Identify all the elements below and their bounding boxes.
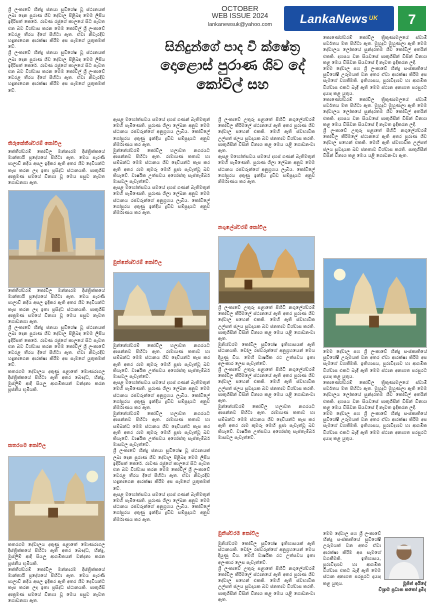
paragraph: මුන්නේශ්වරම් කෝවිල හලාවත නගරයට ආසන්නව පිහිටා ඇත. රාමායණ කතාව හා සම්බන්ධ මෙම ස්ථානය ශිව දෙවියන්ට කැප කර ඇති අතර රාම කුමරු මෙහි පූජා පැවැත්වූ බව කියැවේ. වාර්ෂික උත්සවය අගෝස්තු සැප්තැම්බර් මාසවල පැවැත්වේ. (113, 344, 210, 381)
temple-image (219, 237, 314, 303)
column-3-body (218, 306, 315, 528)
paragraph: ඇසළ මහෝත්සවය සමයේ දහස් ගණන් බැතිමතුන් මෙහි පැමිණෙති. පුරාණ ශිලා ලේඛන අනුව මෙම ස්ථානය රජවරුන්ගේ අනුග්‍රහය ලැබීය. කෝවිලේ ගෝපුරය දකුණු ඉන්දීය ද්‍රවිඩ සම්ප්‍රදායට අනුව නිර්මාණය කර ඇත. (113, 381, 210, 412)
temple-photo-munneswaram (113, 272, 210, 342)
column-1-section-c (8, 543, 105, 604)
spacer (113, 220, 210, 258)
lankanews-logo (284, 6, 394, 31)
paragraph: කේතීශ්වරම් කෝවිල මන්නාරම දිස්ත්‍රික්කයේ මාන්තායි ප්‍රදේශයේ පිහිටා ඇත. මෙය පැරණි පාලාවි නදිය අසල ඉදිකර ඇති අතර ශිව දෙවියන්ට කැප කරන ලද ඉතා ප්‍රසිද්ධ ස්ථානයකි. පෘතුගීසි ආක්‍රමණ සමයේ විනාශ වූ මෙය පසුව නැවත ගොඩනගා ඇත. (8, 150, 105, 187)
paragraph: ශ්‍රී ලංකාවේ උතුරු පළාතේ පිහිටි නගුලේශ්වරම් කෝවිල කීරිමලේ ස්ථානයේ ඇති අතර පුරාණ ශිව දේවාල පහෙන් එකකි. මෙහි ඇති ස්වභාවික උල්පත් ජලය සුවදායක බව ජනතාව විශ්වාස කරති. පෘතුගීසීන් විසින් විනාශ කළ මෙය යළි ගොඩනංවා ඇත. (323, 129, 427, 159)
section-heading: කතරගම කෝවිල (8, 443, 46, 449)
paragraph: ඇසළ මහෝත්සවය සමයේ දහස් ගණන් බැතිමතුන් මෙහි පැමිණෙති. පුරාණ ශිලා ලේඛන අනුව මෙම ස්ථානය රජවරුන්ගේ අනුග්‍රහය ලැබීය. කෝවිලේ ගෝපුරය දකුණු ඉන්දීය ද්‍රවිඩ සම්ප්‍රදායට අනුව නිර්මාණය කර ඇත. (113, 186, 210, 217)
paragraph: ශ්‍රී ලංකාවේ උතුරු පළාතේ පිහිටි නගුලේශ්වරම් කෝවිල කීරිමලේ ස්ථානයේ ඇති අතර පුරාණ ශිව දේවාල පහෙන් එකකි. මෙහි ඇති ස්වභාවික උල්පත් ජලය සුවදායක බව ජනතාව විශ්වාස කරති. පෘතුගීසීන් විසින් විනාශ කළ මෙය යළි ගොඩනංවා ඇත. (218, 566, 315, 603)
column-4-top (323, 36, 427, 256)
section-heading: මුන්නේශ්වරම් කෝවිල (113, 260, 162, 266)
temple-image (114, 273, 209, 341)
column-1-section-b (8, 289, 105, 439)
paragraph: ශ්‍රී ලංකාවේ උතුරු පළාතේ පිහිටි නගුලේශ්වරම් කෝවිල කීරිමලේ ස්ථානයේ ඇති අතර පුරාණ ශිව දේවාල පහෙන් එකකි. මෙහි ඇති ස්වභාවික උල්පත් ජලය සුවදායක බව ජනතාව විශ්වාස කරති. පෘතුගීසීන් විසින් විනාශ කළ මෙය යළි ගොඩනංවා ඇත. (218, 306, 315, 343)
paragraph: කොණේශ්වරම් කෝවිල ත්‍රිකුණාමලයේ ස්වාමි පර්වතය මත පිහිටා ඇත. මුහුදට මුහුණලා ඇති මෙම දේවාලය ලෝකයේ සුන්දරතම ශිව කෝවිල් අතරින් එකකි. දහසය වන සියවසේ පෘතුගීසීන් විසින් විනාශ කළ මෙය විසිවන සියවසේ දී නැවත ඉදිකරන ලදී. (323, 98, 427, 128)
paragraph: ඇසළ මහෝත්සවය සමයේ දහස් ගණන් බැතිමතුන් මෙහි පැමිණෙති. පුරාණ ශිලා ලේඛන අනුව මෙම ස්ථානය රජවරුන්ගේ අනුග්‍රහය ලැබීය. කෝවිලේ ගෝපුරය දකුණු ඉන්දීය ද්‍රවිඩ සම්ප්‍රදායට අනුව නිර්මාණය කර ඇත. (113, 118, 210, 148)
issue-month: OCTOBER (221, 4, 259, 13)
page-number: 7 (398, 6, 426, 31)
author-title: විශ්‍රාම ප්‍රධාන කතෝ දුමිද (378, 588, 426, 593)
temple-photo-ketheeswaram (8, 190, 105, 288)
column-1-section-a (8, 138, 105, 190)
column-3-bottom (218, 542, 315, 603)
author-caption (328, 582, 426, 594)
paragraph: කොණේශ්වරම් කෝවිල ත්‍රිකුණාමලයේ ස්වාමි පර්වතය මත පිහිටා ඇත. මුහුදට මුහුණලා ඇති මෙම දේවාලය ලෝකයේ සුන්දරතම ශිව කෝවිල් අතරින් එකකි. දහසය වන සියවසේ පෘතුගීසීන් විසින් විනාශ කළ මෙය විසිවන සියවසේ දී නැවත ඉදිකරන ලදී. (323, 36, 427, 66)
column-4-closing (323, 532, 381, 587)
paragraph: ශ්‍රී ලංකාවේ හින්දු ජනයා සුවිශේෂ වූ ස්ථානයක් ලබා දෙන පුරාණ ශිව දේවාල පිළිබඳ මෙම ලිපිය ඉදිරිපත් කෙරේ. රාවණ රජුගේ කාලයේ සිට පැවත එන බව විශ්වාස කරන මෙම කෝවිල් ශ්‍රී ලංකාවේ වෙරළ තීරය දිගේ පිහිටා ඇත. ඒවා නිවැරදිව හඳුනාගෙන ආරක්ෂා කිරීම අප සැමගේ යුතුකමක් වේ. (8, 326, 105, 369)
paragraph: මුනිශ්වරම කෝවිල සුවිශේෂ ඉතිහාසයක් ඇති ස්ථානයකි. චෝල රජවරුන්ගේ අනුග්‍රහයෙන් මෙය දියුණු විය. මෙහි වාර්ෂික රථ උත්සවය ඉතා අලංකාර ලෙස පැවැත්වේ. (218, 542, 315, 566)
paragraph: මෙම දේවාල පහ ශ්‍රී ලංකාවේ හින්දු සංස්කෘතියේ සුවිශේෂී උරුමයක් වන අතර ඒවා ආරක්ෂා කිරීම අප සැමගේ වගකීමකි. ඉතිහාසය, පුරාවිද්‍යාව හා ආගමික විශ්වාස එකට බැඳී ඇති මෙම ස්ථාන අනාගත පරපුරට දායාද කළ යුතුය. (323, 350, 427, 380)
section-heading: තිරුකේතීශ්වරම් කෝවිල (8, 141, 62, 147)
paragraph: ශ්‍රී ලංකාවේ හින්දු ජනයා සුවිශේෂ වූ ස්ථානයක් ලබා දෙන පුරාණ ශිව දේවාල පිළිබඳ මෙම ලිපිය ඉදිරිපත් කෙරේ. රාවණ රජුගේ කාලයේ සිට පැවත එන බව විශ්වාස කරන මෙම කෝවිල් ශ්‍රී ලංකාවේ වෙරළ තීරය දිගේ පිහිටා ඇත. ඒවා නිවැරදිව හඳුනාගෙන ආරක්ෂා කිරීම අප සැමගේ යුතුකමක් වේ. (8, 8, 105, 51)
temple-photo-naguleswaram (218, 236, 315, 304)
issue-label: WEB ISSUE 2024 (211, 13, 269, 20)
column-1-intro (8, 8, 105, 138)
paragraph: මෙම දේවාල පහ ශ්‍රී ලංකාවේ හින්දු සංස්කෘතියේ සුවිශේෂී උරුමයක් වන අතර ඒවා ආරක්ෂා කිරීම අප සැමගේ වගකීමකි. ඉතිහාසය, පුරාවිද්‍යාව හා ආගමික විශ්වාස එකට බැඳී ඇති මෙම ස්ථාන අනාගත පරපුරට දායාද කළ යුතුය. (323, 532, 381, 587)
column-3-top (218, 118, 315, 223)
author-photo (384, 537, 424, 580)
temple-photo-koneswaram (323, 258, 427, 348)
paragraph: මුනිශ්වරම කෝවිල සුවිශේෂ ඉතිහාසයක් ඇති ස්ථානයකි. චෝල රජවරුන්ගේ අනුග්‍රහයෙන් මෙය දියුණු විය. මෙහි වාර්ෂික රථ උත්සවය ඉතා අලංකාර ලෙස පැවැත්වේ. (218, 343, 315, 367)
headline-line-2: දොළොස් පුරාණ ශිව දේ (160, 58, 305, 74)
paragraph: කතරගම දේවාලය දකුණු පළාතේ මොණරාගල දිස්ත්‍රික්කයේ පිහිටා ඇති අතර බෞද්ධ, හින්දු, මුස්ලිම් ආදී සියලු ආගමිකයන් වන්දනා කරන පූජනීය භූමියකි. (8, 543, 105, 567)
author-name: මූජිත් අයිදෝ (402, 582, 426, 587)
headline-line-1: සිනිදුන්ගේ පාද වී ක්ෂේත්‍ර (165, 40, 300, 55)
paragraph: මුන්නේශ්වරම් කෝවිල හලාවත නගරයට ආසන්නව පිහිටා ඇත. රාමායණ කතාව හා සම්බන්ධ මෙම ස්ථානය ශිව දෙවියන්ට කැප කර ඇති අතර රාම කුමරු මෙහි පූජා පැවැත්වූ බව කියැවේ. වාර්ෂික උත්සවය අගෝස්තු සැප්තැම්බර් මාසවල පැවැත්වේ. (113, 412, 210, 449)
paragraph: කේතීශ්වරම් කෝවිල මන්නාරම දිස්ත්‍රික්කයේ මාන්තායි ප්‍රදේශයේ පිහිටා ඇත. මෙය පැරණි පාලාවි නදිය අසල ඉදිකර ඇති අතර ශිව දෙවියන්ට කැප කරන ලද ඉතා ප්‍රසිද්ධ ස්ථානයකි. පෘතුගීසි ආක්‍රමණ සමයේ විනාශ වූ මෙය පසුව නැවත ගොඩනගා ඇත. (8, 567, 105, 604)
paragraph: කේතීශ්වරම් කෝවිල මන්නාරම දිස්ත්‍රික්කයේ මාන්තායි ප්‍රදේශයේ පිහිටා ඇත. මෙය පැරණි පාලාවි නදිය අසල ඉදිකර ඇති අතර ශිව දෙවියන්ට කැප කරන ලද ඉතා ප්‍රසිද්ධ ස්ථානයකි. පෘතුගීසි ආක්‍රමණ සමයේ විනාශ වූ මෙය පසුව නැවත ගොඩනගා ඇත. (8, 289, 105, 326)
logo-text: LankaNews (300, 11, 368, 26)
contact-email[interactable]: lankanewsuk@yahoo.com (207, 22, 273, 28)
paragraph: මුන්නේශ්වරම් කෝවිල හලාවත නගරයට ආසන්නව පිහිටා ඇත. රාමායණ කතාව හා සම්බන්ධ මෙම ස්ථානය ශිව දෙවියන්ට කැප කර ඇති අතර රාම කුමරු මෙහි පූජා පැවැත්වූ බව කියැවේ. වාර්ෂික උත්සවය අගෝස්තු සැප්තැම්බර් මාසවල පැවැත්වේ. (218, 405, 315, 442)
paragraph: ශ්‍රී ලංකාවේ හින්දු ජනයා සුවිශේෂ වූ ස්ථානයක් ලබා දෙන පුරාණ ශිව දේවාල පිළිබඳ මෙම ලිපිය ඉදිරිපත් කෙරේ. රාවණ රජුගේ කාලයේ සිට පැවත එන බව විශ්වාස කරන මෙම කෝවිල් ශ්‍රී ලංකාවේ වෙරළ තීරය දිගේ පිහිටා ඇත. ඒවා නිවැරදිව හඳුනාගෙන ආරක්ෂා කිරීම අප සැමගේ යුතුකමක් වේ. (8, 51, 105, 94)
issue-info (200, 5, 280, 29)
column-2-body (113, 344, 210, 594)
temple-image (9, 457, 104, 540)
article-headline (150, 38, 315, 95)
temple-image (9, 191, 104, 287)
temple-image (324, 259, 426, 347)
logo-suffix: UK (368, 15, 378, 22)
paragraph: මුන්නේශ්වරම් කෝවිල හලාවත නගරයට ආසන්නව පිහිටා ඇත. රාමායණ කතාව හා සම්බන්ධ මෙම ස්ථානය ශිව දෙවියන්ට කැප කර ඇති අතර රාම කුමරු මෙහි පූජා පැවැත්වූ බව කියැවේ. වාර්ෂික උත්සවය අගෝස්තු සැප්තැම්බර් මාසවල පැවැත්වේ. (113, 149, 210, 186)
temple-photo-kataragama (8, 456, 105, 541)
paragraph: කොණේශ්වරම් කෝවිල ත්‍රිකුණාමලයේ ස්වාමි පර්වතය මත පිහිටා ඇත. මුහුදට මුහුණලා ඇති මෙම දේවාලය ලෝකයේ සුන්දරතම ශිව කෝවිල් අතරින් එකකි. දහසය වන සියවසේ පෘතුගීසීන් විසින් විනාශ කළ මෙය විසිවන සියවසේ දී නැවත ඉදිකරන ලදී. (323, 381, 427, 411)
headline-line-3: කෝවිල් සහ (196, 77, 269, 93)
paragraph: ශ්‍රී ලංකාවේ හින්දු ජනයා සුවිශේෂ වූ ස්ථානයක් ලබා දෙන පුරාණ ශිව දේවාල පිළිබඳ මෙම ලිපිය ඉදිරිපත් කෙරේ. රාවණ රජුගේ කාලයේ සිට පැවත එන බව විශ්වාස කරන මෙම කෝවිල් ශ්‍රී ලංකාවේ වෙරළ තීරය දිගේ පිහිටා ඇත. ඒවා නිවැරදිව හඳුනාගෙන ආරක්ෂා කිරීම අප සැමගේ යුතුකමක් වේ. (113, 449, 210, 492)
paragraph: ශ්‍රී ලංකාවේ උතුරු පළාතේ පිහිටි නගුලේශ්වරම් කෝවිල කීරිමලේ ස්ථානයේ ඇති අතර පුරාණ ශිව දේවාල පහෙන් එකකි. මෙහි ඇති ස්වභාවික උල්පත් ජලය සුවදායක බව ජනතාව විශ්වාස කරති. පෘතුගීසීන් විසින් විනාශ කළ මෙය යළි ගොඩනංවා ඇත. (218, 118, 315, 155)
paragraph: මෙම දේවාල පහ ශ්‍රී ලංකාවේ හින්දු සංස්කෘතියේ සුවිශේෂී උරුමයක් වන අතර ඒවා ආරක්ෂා කිරීම අප සැමගේ වගකීමකි. ඉතිහාසය, පුරාවිද්‍යාව හා ආගමික විශ්වාස එකට බැඳී ඇති මෙම ස්ථාන අනාගත පරපුරට දායාද කළ යුතුය. (323, 412, 427, 442)
paragraph: ශ්‍රී ලංකාවේ උතුරු පළාතේ පිහිටි නගුලේශ්වරම් කෝවිල කීරිමලේ ස්ථානයේ ඇති අතර පුරාණ ශිව දේවාල පහෙන් එකකි. මෙහි ඇති ස්වභාවික උල්පත් ජලය සුවදායක බව ජනතාව විශ්වාස කරති. පෘතුගීසීන් විසින් විනාශ කළ මෙය යළි ගොඩනංවා ඇත. (218, 368, 315, 405)
paragraph: ඇසළ මහෝත්සවය සමයේ දහස් ගණන් බැතිමතුන් මෙහි පැමිණෙති. පුරාණ ශිලා ලේඛන අනුව මෙම ස්ථානය රජවරුන්ගේ අනුග්‍රහය ලැබීය. කෝවිලේ ගෝපුරය දකුණු ඉන්දීය ද්‍රවිඩ සම්ප්‍රදායට අනුව නිර්මාණය කර ඇත. (113, 492, 210, 523)
section-heading: මුනිශ්වරම කෝවිල (218, 531, 260, 537)
author-portrait (385, 538, 423, 579)
paragraph: ඇසළ මහෝත්සවය සමයේ දහස් ගණන් බැතිමතුන් මෙහි පැමිණෙති. පුරාණ ශිලා ලේඛන අනුව මෙම ස්ථානය රජවරුන්ගේ අනුග්‍රහය ලැබීය. කෝවිලේ ගෝපුරය දකුණු ඉන්දීය ද්‍රවිඩ සම්ප්‍රදායට අනුව නිර්මාණය කර ඇත. (218, 155, 315, 186)
paragraph: කතරගම දේවාලය දකුණු පළාතේ මොණරාගල දිස්ත්‍රික්කයේ පිහිටා ඇති අතර බෞද්ධ, හින්දු, මුස්ලිම් ආදී සියලු ආගමිකයන් වන්දනා කරන පූජනීය භූමියකි. (8, 369, 105, 394)
paragraph: මෙම දේවාල පහ ශ්‍රී ලංකාවේ හින්දු සංස්කෘතියේ සුවිශේෂී උරුමයක් වන අතර ඒවා ආරක්ෂා කිරීම අප සැමගේ වගකීමකි. ඉතිහාසය, පුරාවිද්‍යාව හා ආගමික විශ්වාස එකට බැඳී ඇති මෙම ස්ථාන අනාගත පරපුරට දායාද කළ යුතුය. (323, 67, 427, 97)
section-heading: නගුලේශ්වරම් කෝවිල (218, 225, 267, 231)
column-4-body (323, 350, 427, 532)
